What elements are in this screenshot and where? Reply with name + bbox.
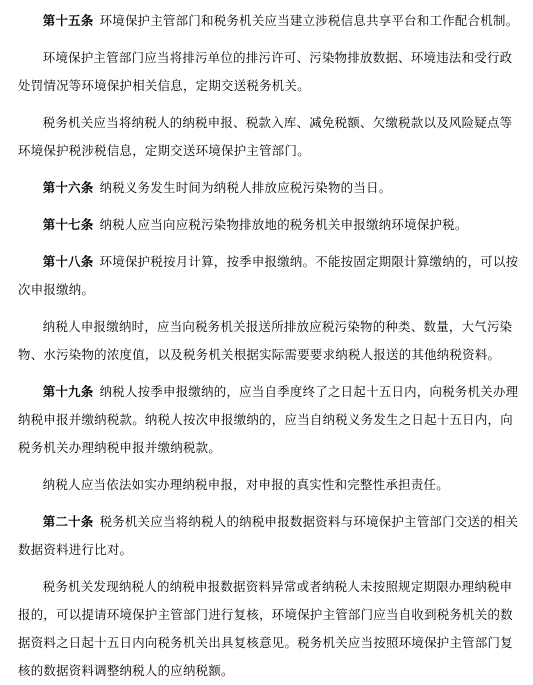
article-number: 第十六条 — [42, 180, 94, 195]
paragraph — [18, 471, 523, 499]
paragraph-text: 税务机关应当将纳税人的纳税申报、税款入库、减免税额、欠缴税款以及风险疑点等环境保护税涉税信息，定期交送环境保护主管部门。 — [18, 115, 513, 158]
paragraph — [18, 109, 523, 165]
paragraph-article-19 — [18, 378, 523, 462]
paragraph-text: 纳税人申报缴纳时，应当向税务机关报送所排放应税污染物的种类、数量，大气污染物、水污染物的浓度值，以及税务机关根据实际需要要求纳税人报送的其他纳税资料。 — [18, 319, 513, 362]
paragraph — [18, 44, 523, 100]
article-number: 第二十条 — [42, 514, 94, 529]
paragraph-article-18 — [18, 248, 523, 304]
paragraph-text: 纳税义务发生时间为纳税人排放应税污染物的当日。 — [99, 180, 392, 195]
paragraph-text: 纳税人应当向应税污染物排放地的税务机关申报缴纳环境保护税。 — [99, 217, 468, 232]
paragraph — [18, 573, 523, 685]
paragraph-text: 纳税人应当依法如实办理纳税申报，对申报的真实性和完整性承担责任。 — [42, 477, 449, 492]
article-number: 第十八条 — [42, 254, 94, 269]
paragraph-text: 纳税人按季申报缴纳的，应当自季度终了之日起十五日内，向税务机关办理纳税申报并缴纳税款。纳税人按次申报缴纳的，应当自纳税义务发生之日起十五日内，向税务机关办理纳税申报并缴纳税款。 — [18, 384, 519, 455]
paragraph-article-15 — [18, 7, 523, 35]
paragraph — [18, 313, 523, 369]
article-number: 第十九条 — [42, 384, 94, 399]
paragraph-text: 环境保护主管部门和税务机关应当建立涉税信息共享平台和工作配合机制。 — [99, 13, 519, 28]
paragraph-article-20 — [18, 508, 523, 564]
paragraph-text: 环境保护主管部门应当将排污单位的排污许可、污染物排放数据、环境违法和受行政处罚情况等环境保护相关信息，定期交送税务机关。 — [18, 50, 513, 93]
paragraph-text: 税务机关应当将纳税人的纳税申报数据资料与环境保护主管部门交送的相关数据资料进行比对。 — [18, 514, 519, 557]
article-number: 第十五条 — [42, 13, 94, 28]
article-number: 第十七条 — [42, 217, 94, 232]
paragraph-text: 税务机关发现纳税人的纳税申报数据资料异常或者纳税人未按照规定期限办理纳税申报的，可以提请环境保护主管部门进行复核，环境保护主管部门应当自收到税务机关的数据资料之日起十五日内向税务机关出具复核意见。税务机关应当按照环境保护主管部门复核的数据资料调整纳税人的应纳税额。 — [18, 579, 513, 678]
paragraph-article-17 — [18, 211, 523, 239]
paragraph-article-16 — [18, 174, 523, 202]
paragraph-text: 环境保护税按月计算，按季申报缴纳。不能按固定期限计算缴纳的，可以按次申报缴纳。 — [18, 254, 519, 297]
